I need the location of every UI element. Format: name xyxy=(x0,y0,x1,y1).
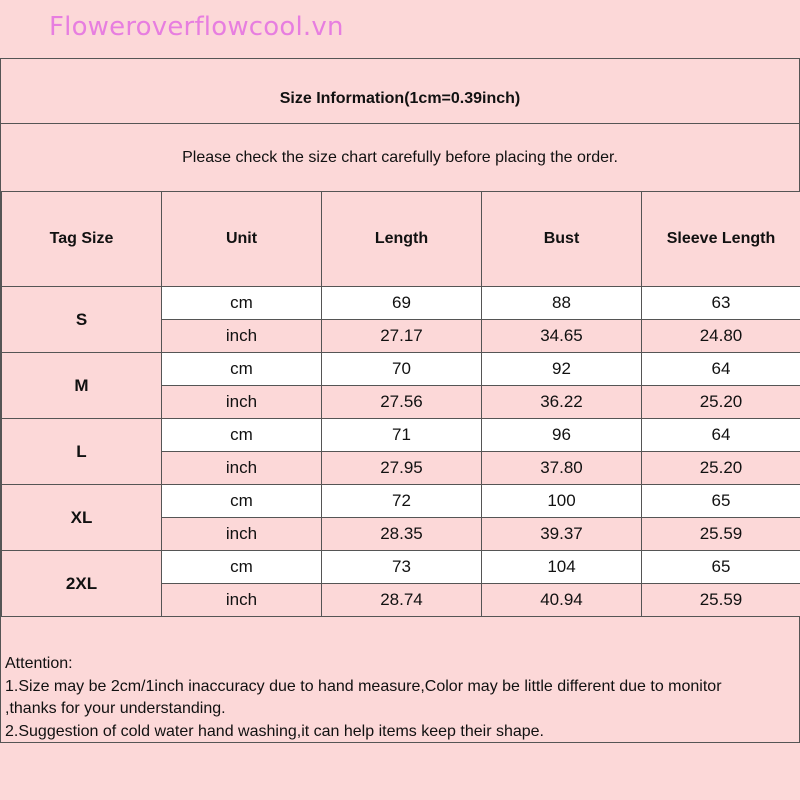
header-bust: Bust xyxy=(482,192,642,287)
length-cell: 27.17 xyxy=(322,320,482,353)
length-cell: 28.74 xyxy=(322,584,482,617)
unit-cell: cm xyxy=(162,551,322,584)
tag-size-cell: XL xyxy=(2,485,162,551)
tag-size-cell: S xyxy=(2,287,162,353)
sleeve-cell: 25.59 xyxy=(642,518,800,551)
unit-cell: cm xyxy=(162,419,322,452)
unit-cell: cm xyxy=(162,353,322,386)
bust-cell: 88 xyxy=(482,287,642,320)
header-unit: Unit xyxy=(162,192,322,287)
table-row xyxy=(2,419,800,452)
attention-line: 1.Size may be 2cm/1inch inaccuracy due to hand measure,Color may be little different due to monitor xyxy=(5,677,722,695)
watermark: Floweroverflowcool.vn xyxy=(49,12,344,42)
length-cell: 28.35 xyxy=(322,518,482,551)
tag-size-cell: 2XL xyxy=(2,551,162,617)
table-row xyxy=(2,485,800,518)
sleeve-cell: 63 xyxy=(642,287,800,320)
table-header-row xyxy=(2,192,800,287)
length-cell: 70 xyxy=(322,353,482,386)
unit-cell: cm xyxy=(162,287,322,320)
sleeve-cell: 64 xyxy=(642,419,800,452)
bust-cell: 37.80 xyxy=(482,452,642,485)
size-chart-sheet xyxy=(0,58,800,743)
header-length: Length xyxy=(322,192,482,287)
length-cell: 73 xyxy=(322,551,482,584)
bust-cell: 40.94 xyxy=(482,584,642,617)
bust-cell: 100 xyxy=(482,485,642,518)
header-sleeve-length: Sleeve Length xyxy=(642,192,800,287)
length-cell: 27.95 xyxy=(322,452,482,485)
attention-line: ,thanks for your understanding. xyxy=(5,700,226,717)
unit-cell: inch xyxy=(162,518,322,551)
size-chart-title: Size Information(1cm=0.39inch) xyxy=(1,59,799,124)
sleeve-cell: 65 xyxy=(642,485,800,518)
table-row xyxy=(2,551,800,584)
bust-cell: 104 xyxy=(482,551,642,584)
size-table xyxy=(1,191,800,617)
unit-cell: inch xyxy=(162,452,322,485)
sleeve-cell: 24.80 xyxy=(642,320,800,353)
length-cell: 71 xyxy=(322,419,482,452)
sleeve-cell: 25.20 xyxy=(642,386,800,419)
attention-notes xyxy=(5,653,795,743)
attention-heading: Attention: xyxy=(5,655,73,672)
bust-cell: 39.37 xyxy=(482,518,642,551)
table-row xyxy=(2,287,800,320)
table-row xyxy=(2,353,800,386)
unit-cell: cm xyxy=(162,485,322,518)
unit-cell: inch xyxy=(162,386,322,419)
sleeve-cell: 64 xyxy=(642,353,800,386)
length-cell: 27.56 xyxy=(322,386,482,419)
tag-size-cell: L xyxy=(2,419,162,485)
bust-cell: 96 xyxy=(482,419,642,452)
unit-cell: inch xyxy=(162,320,322,353)
bust-cell: 34.65 xyxy=(482,320,642,353)
length-cell: 72 xyxy=(322,485,482,518)
sleeve-cell: 65 xyxy=(642,551,800,584)
bust-cell: 92 xyxy=(482,353,642,386)
header-tag-size: Tag Size xyxy=(2,192,162,287)
sleeve-cell: 25.59 xyxy=(642,584,800,617)
size-chart-note: Please check the size chart carefully before placing the order. xyxy=(1,124,799,192)
sleeve-cell: 25.20 xyxy=(642,452,800,485)
bust-cell: 36.22 xyxy=(482,386,642,419)
tag-size-cell: M xyxy=(2,353,162,419)
unit-cell: inch xyxy=(162,584,322,617)
attention-line: 2.Suggestion of cold water hand washing,it can help items keep their shape. xyxy=(5,722,544,740)
length-cell: 69 xyxy=(322,287,482,320)
